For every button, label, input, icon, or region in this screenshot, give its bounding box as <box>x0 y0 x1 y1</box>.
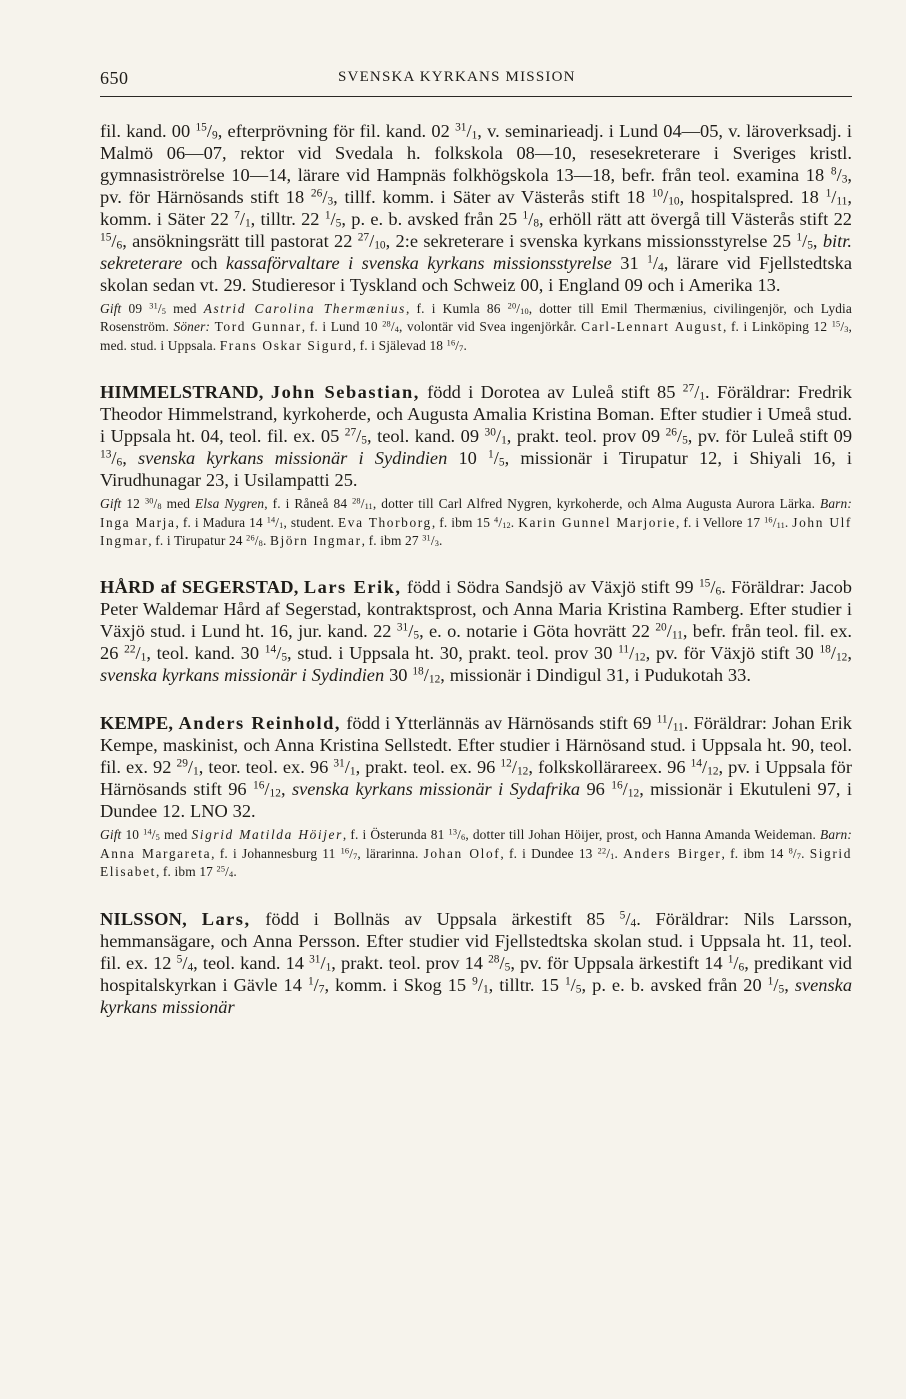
running-title: SVENSKA KYRKANS MISSION <box>338 69 576 85</box>
entry-text: HIMMELSTRAND, John Sebastian, född i Dorotea av Luleå stift 85 $^{27}/_1$. Föräldrar: Fredrik Theodor Himmelstrand, kyrkoherde, och Augusta Amalia Kristina Boman. Efter studier i Umeå stud. i Uppsala ht. 04, teol. fil. ex. 05 $^{27}/_5$, teol. kand. 09 $^{30}/_1$, prakt. teol. prov 09 $^{26}/_5$, pv. för Luleå stift 09 $^{13}/_6$, svenska kyrkans missionär i Sydindien 10 $^1/_5$, missionär i Tirupatur 12, i Shiyali 16, i Virudhunagar 23, i Usilampatti 25. <box>100 382 853 491</box>
entry-given-name: Lars Erik, <box>303 577 402 598</box>
entry-surname: HIMMELSTRAND, <box>100 382 264 403</box>
entry-text: HÅRD af SEGERSTAD, Lars Erik, född i Södra Sandsjö av Växjö stift 99 $^{15}/_6$. Föräldrar: Jacob Peter Waldemar Hård af Segerstad, kontraktsprost, och Anna Maria Kristina Ramberg. Efter studier i Växjö stud. i Lund ht. 16, jur. kand. 22 $^{31}/_5$, e. o. notarie i Göta hovrätt 22 $^{20}/_{11}$, befr. från teol. fil. ex. 26 $^{22}/_1$, teol. kand. 30 $^{14}/_5$, stud. i Uppsala ht. 30, prakt. teol. prov 30 $^{11}/_{12}$, pv. för Växjö stift 30 $^{18}/_{12}$, svenska kyrkans missionär i Sydindien 30 $^{18}/_{12}$, missionär i Dindigul 31, i Pudukotah 33. <box>100 577 852 687</box>
entry-nilsson <box>100 908 852 1018</box>
entry-surname: KEMPE, <box>100 713 174 734</box>
family-note: Gift 12 $^{30}/_8$ med Elsa Nygren, f. i Råneå 84 $^{28}/_{11}$, dotter till Carl Alfred Nygren, kyrkoherde, och Alma Augusta Aurora Lärka. Barn: Inga Marja, f. i Madura 14 $^{14}/_1$, student. Eva Thorborg, f. ibm 15 $^4/_{12}$. Karin Gunnel Marjorie, f. i Vellore 17 $^{16}/_{11}$. John Ulf Ingmar, f. i Tirupatur 24 $^{26}/_8$. Björn Ingmar, f. ibm 27 $^{31}/_3$. <box>100 496 852 549</box>
family-note: Gift 09 $^{31}/_5$ med Astrid Carolina Thermænius, f. i Kumla 86 $^{20}/_{10}$, dotter till Emil Thermænius, civilingenjör, och Lydia Rosenström. Söner: Tord Gunnar, f. i Lund 10 $^{28}/_4$, volontär vid Svea ingenjörkår. Carl-Lennart August, f. i Linköping 12 $^{15}/_3$, med. stud. i Uppsala. Frans Oskar Sigurd, f. i Själevad 18 $^{16}/_7$. <box>100 301 853 354</box>
entry-given-name: John Sebastian, <box>270 382 420 403</box>
entry-text: fil. kand. 00 $^{15}/_9$, efterprövning för fil. kand. 02 $^{31}/_1$, v. seminarieadj. i Lund 04—05, v. läroverksadj. i Malmö 06—07, rektor vid Svedala h. folkskola 08—10, resesekreterare i Sveriges kristl. gymnasiströrelse 10—14, lärare vid Hampnäs folkhögskola 13—18, befr. från teol. examina 18 $^8/_3$, pv. för Härnösands stift 18 $^{26}/_3$, tillf. komm. i Säter av Västerås stift 18 $^{10}/_{10}$, hospitalspred. 18 $^1/_{11}$, komm. i Säter 22 $^7/_1$, tilltr. 22 $^1/_5$, p. e. b. avsked från 25 $^1/_8$, erhöll rätt att övergå till Västerås stift 22 $^{15}/_6$, ansökningsrätt till pastorat 22 $^{27}/_{10}$, 2:e sekreterare i svenska kyrkans missionsstyrelse 25 $^1/_5$, bitr. sekreterare och kassaförvaltare i svenska kyrkans missionsstyrelse 31 $^1/_4$, lärare vid Fjellstedtska skolan sedan vt. 29. Studieresor i Tyskland och Schweiz 00, i England 09 och i Amerika 13. <box>100 121 853 295</box>
page-number: 650 <box>100 68 129 88</box>
entry-hard-af-segerstad <box>100 576 852 686</box>
family-note: Gift 10 $^{14}/_5$ med Sigrid Matilda Höijer, f. i Österunda 81 $^{13}/_6$, dotter till Johan Höijer, prost, och Hanna Amanda Weideman. Barn: Anna Margareta, f. i Johannesburg 11 $^{16}/_7$, lärarinna. Johan Olof, f. i Dundee 13 $^{22}/_1$. Anders Birger, f. ibm 14 $^8/_7$. Sigrid Elisabet, f. ibm 17 $^{25}/_4$. <box>100 827 853 880</box>
entry-himmelstrand <box>100 381 852 550</box>
entry-continuation <box>100 120 852 355</box>
entry-given-name: Lars, <box>201 908 251 929</box>
entry-given-name: Anders Reinhold, <box>178 713 341 734</box>
entry-surname: HÅRD af SEGERSTAD, <box>100 577 299 598</box>
page-header <box>100 66 852 90</box>
entry-text: KEMPE, Anders Reinhold, född i Ytterlännäs av Härnösands stift 69 $^{11}/_{11}$. Föräldrar: Johan Erik Kempe, maskinist, och Anna Kristina Sellstedt. Efter studier i Härnösand stud. i Uppsala ht. 90, teol. fil. ex. 92 $^{29}/_1$, teor. teol. ex. 96 $^{31}/_1$, prakt. teol. ex. 96 $^{12}/_{12}$, folkskollärareex. 96 $^{14}/_{12}$, pv. i Uppsala för Härnösands stift 96 $^{16}/_{12}$, svenska kyrkans missionär i Sydafrika 96 $^{16}/_{12}$, missionär i Ekutuleni 97, i Dundee 12. LNO 32. <box>100 713 853 822</box>
page-body <box>100 120 852 1018</box>
header-rule <box>100 96 852 97</box>
entry-surname: NILSSON, <box>100 908 187 929</box>
entry-kempe <box>100 712 852 881</box>
entry-text: NILSSON, Lars, född i Bollnäs av Uppsala ärkestift 85 $^5/_4$. Föräldrar: Nils Larsson, hemmansägare, och Anna Persson. Efter studier vid Fjellstedtska skolan stud. i Uppsala ht. 11, teol. fil. ex. 12 $^5/_4$, teol. kand. 14 $^{31}/_1$, prakt. teol. prov 14 $^{28}/_5$, pv. för Uppsala ärkestift 14 $^1/_6$, predikant vid hospitalskyrkan i Gävle 14 $^1/_7$, komm. i Skog 15 $^9/_1$, tilltr. 15 $^1/_5$, p. e. b. avsked från 20 $^1/_5$, svenska kyrkans missionär <box>100 908 853 1017</box>
